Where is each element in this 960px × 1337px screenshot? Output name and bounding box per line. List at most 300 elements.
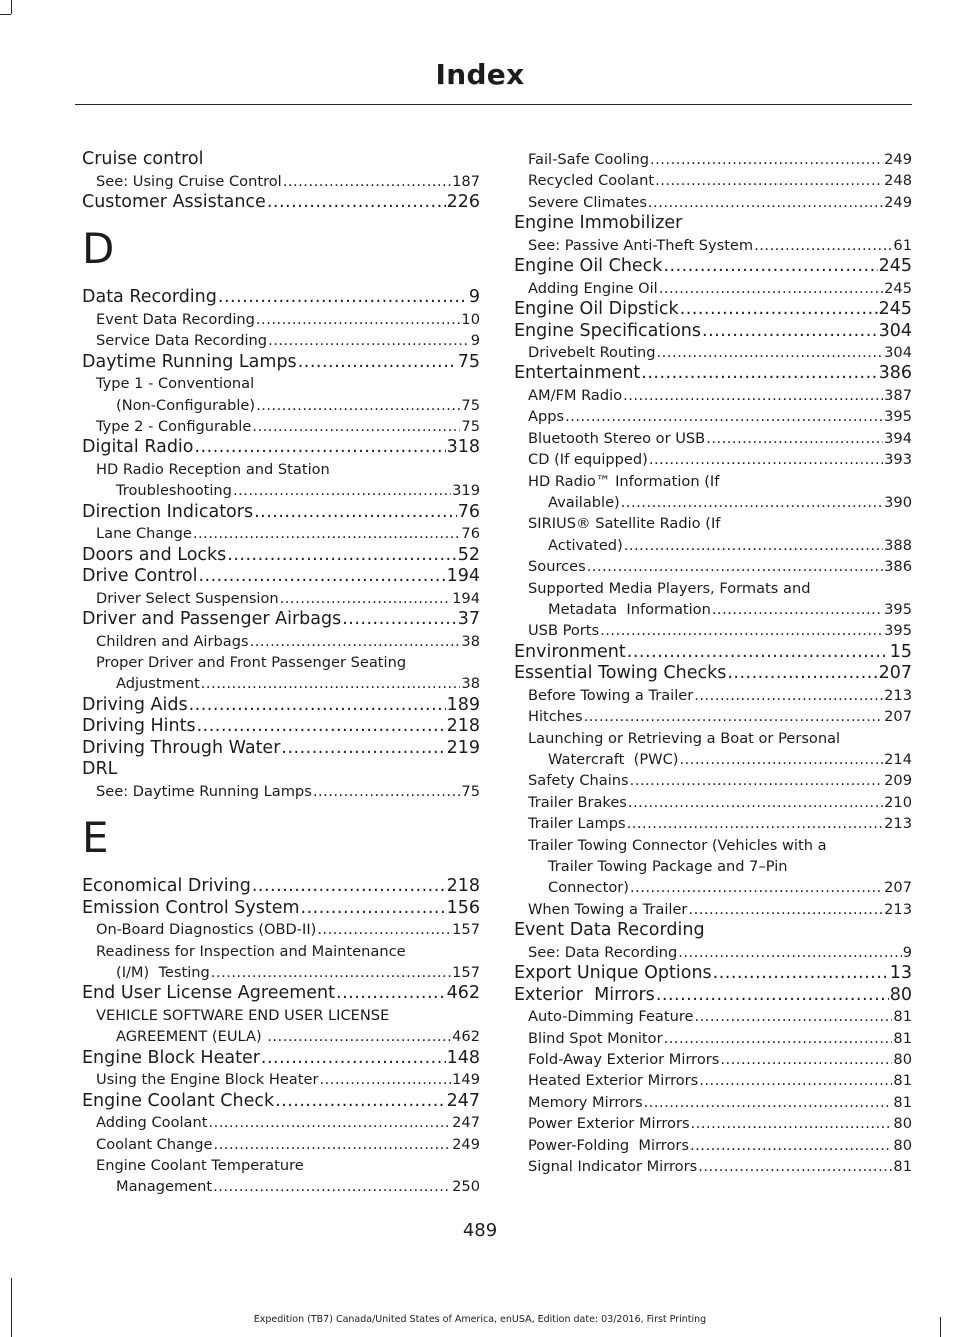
- entry-page-number: 75: [461, 782, 480, 800]
- entry-label: Power-Folding Mirrors: [528, 1136, 690, 1154]
- entry-label: Adjustment: [116, 675, 200, 693]
- entry-page-number: 218: [446, 876, 480, 897]
- index-subentry-continuation[interactable]: [514, 599, 912, 620]
- entry-label: Memory Mirrors: [528, 1093, 643, 1111]
- entry-label: Economical Driving: [82, 876, 251, 897]
- entry-page-number: 9: [468, 287, 480, 308]
- index-subentry[interactable]: [82, 781, 480, 802]
- entry-label: Severe Climates: [528, 193, 647, 211]
- index-subentry[interactable]: [514, 192, 912, 213]
- leader-dots: [657, 342, 884, 363]
- entry-label: On-Board Diagnostics (OBD-II): [96, 921, 317, 939]
- index-subentry[interactable]: [514, 1135, 912, 1156]
- index-subentry[interactable]: [82, 309, 480, 330]
- section-letter: D: [82, 224, 115, 274]
- index-subentry[interactable]: [514, 620, 912, 641]
- index-subentry[interactable]: [514, 342, 912, 363]
- index-column-right: [514, 149, 912, 1177]
- entry-page-number: 394: [884, 429, 912, 447]
- index-subentry[interactable]: [514, 449, 912, 470]
- index-subentry[interactable]: [514, 685, 912, 706]
- index-subentry-continuation[interactable]: [82, 962, 480, 983]
- entry-label: Using the Engine Block Heater: [96, 1071, 319, 1089]
- leader-dots: [233, 480, 451, 501]
- entry-label: Emission Control System: [82, 897, 300, 918]
- entry-page-number: 37: [457, 609, 480, 630]
- leader-dots: [317, 919, 451, 940]
- index-entry[interactable]: [514, 963, 912, 985]
- entry-page-number: 304: [878, 320, 912, 341]
- index-entry[interactable]: [82, 287, 480, 309]
- leader-dots: [301, 898, 446, 920]
- entry-page-number: 149: [452, 1071, 480, 1089]
- entry-page-number: 157: [452, 921, 480, 939]
- entry-label: Customer Assistance: [82, 191, 266, 212]
- entry-page-number: 249: [452, 1135, 480, 1153]
- leader-dots: [688, 899, 883, 920]
- entry-page-number: 10: [461, 310, 480, 328]
- index-subentry[interactable]: [82, 1134, 480, 1155]
- entry-label: Service Data Recording: [96, 332, 268, 350]
- index-subentry-continuation[interactable]: [514, 749, 912, 770]
- entry-page-number: 81: [893, 1008, 912, 1026]
- entry-page-number: 249: [884, 151, 912, 168]
- page-number: 489: [462, 1220, 498, 1241]
- entry-page-number: 319: [452, 482, 480, 500]
- leader-dots: [627, 642, 889, 664]
- entry-label: Blind Spot Monitor: [528, 1029, 663, 1047]
- entry-page-number: 52: [457, 544, 480, 565]
- footer-text: Expedition (TB7) Canada/United States of America, enUSA, Edition date: 03/2016, First Printing: [253, 1314, 707, 1325]
- entry-label: Type 1 - Conventional: [96, 375, 255, 393]
- index-entry: [82, 149, 480, 171]
- entry-label: Engine Coolant Check: [82, 1090, 275, 1111]
- entry-page-number: 395: [884, 622, 912, 640]
- entry-label: When Towing a Trailer: [528, 900, 688, 918]
- entry-label: Engine Oil Check: [514, 256, 663, 277]
- entry-label: Environment: [514, 641, 626, 662]
- index-subentry[interactable]: [514, 1092, 912, 1113]
- entry-page-number: 304: [884, 344, 912, 362]
- entry-label: Fold-Away Exterior Mirrors: [528, 1051, 720, 1068]
- leader-dots: [624, 535, 883, 556]
- leader-dots: [690, 1135, 892, 1156]
- entry-page-number: 390: [884, 493, 912, 511]
- entry-page-number: 248: [884, 172, 912, 190]
- index-entry[interactable]: [82, 192, 480, 214]
- leader-dots: [211, 962, 451, 983]
- entry-page-number: 247: [452, 1114, 480, 1132]
- entry-label: Drivebelt Routing: [528, 344, 656, 362]
- entry-label: See: Passive Anti-Theft System: [528, 236, 754, 254]
- leader-dots: [198, 566, 445, 588]
- entry-label: Adding Coolant: [96, 1114, 208, 1132]
- entry-label: Event Data Recording: [514, 920, 705, 941]
- leader-dots: [641, 363, 877, 385]
- index-subentry[interactable]: [82, 1069, 480, 1090]
- entry-page-number: 76: [457, 501, 480, 522]
- index-entry[interactable]: [82, 566, 480, 588]
- leader-dots: [283, 171, 451, 192]
- index-entry[interactable]: [82, 716, 480, 738]
- leader-dots: [268, 330, 470, 351]
- entry-label: Bluetooth Stereo or USB: [528, 429, 706, 447]
- index-entry: [514, 213, 912, 235]
- entry-page-number: 61: [893, 236, 912, 254]
- entry-label: Entertainment: [514, 363, 641, 384]
- index-subentry: [514, 835, 912, 856]
- crop-mark: [11, 1278, 12, 1337]
- index-subentry[interactable]: [514, 428, 912, 449]
- entry-label: Watercraft (PWC): [548, 751, 679, 769]
- entry-page-number: 245: [884, 279, 912, 297]
- entry-label: HD Radio™ Information (If: [528, 472, 720, 490]
- entry-label: Apps: [528, 408, 565, 426]
- index-subentry[interactable]: [82, 416, 480, 437]
- index-entry[interactable]: [514, 363, 912, 385]
- entry-page-number: 156: [446, 897, 480, 918]
- leader-dots: [261, 1048, 446, 1070]
- leader-dots: [267, 1026, 451, 1047]
- index-subentry[interactable]: [82, 330, 480, 351]
- leader-dots: [655, 170, 883, 191]
- leader-dots: [754, 235, 892, 256]
- index-entry[interactable]: [82, 437, 480, 459]
- entry-label: See: Data Recording: [528, 943, 678, 961]
- entry-page-number: 387: [884, 386, 912, 404]
- entry-label: Troubleshooting: [116, 482, 232, 500]
- leader-dots: [663, 256, 877, 278]
- index-subentry[interactable]: [514, 406, 912, 427]
- index-entry[interactable]: [82, 695, 480, 717]
- entry-page-number: 250: [452, 1178, 480, 1196]
- leader-dots: [706, 428, 883, 449]
- entry-label: (Non-Configurable): [116, 396, 256, 414]
- leader-dots: [195, 437, 446, 459]
- entry-label: Before Towing a Trailer: [528, 686, 694, 704]
- entry-page-number: 81: [893, 1158, 912, 1176]
- leader-dots: [628, 792, 883, 813]
- leader-dots: [702, 321, 878, 343]
- index-subentry[interactable]: [514, 1006, 912, 1027]
- leader-dots: [280, 588, 451, 609]
- leader-dots: [691, 1113, 893, 1134]
- index-entry: [514, 920, 912, 942]
- entry-page-number: 207: [884, 879, 912, 897]
- index-subentry[interactable]: [82, 1112, 480, 1133]
- entry-label: Auto-Dimming Feature: [528, 1008, 694, 1026]
- leader-dots: [698, 1156, 892, 1177]
- leader-dots: [201, 673, 461, 694]
- entry-page-number: 9: [902, 943, 912, 961]
- index-subentry[interactable]: [82, 631, 480, 652]
- entry-page-number: 81: [893, 1072, 912, 1090]
- entry-page-number: 194: [446, 566, 480, 587]
- index-subentry-continuation[interactable]: [514, 492, 912, 513]
- index-subentry[interactable]: [82, 523, 480, 544]
- entry-page-number: 247: [446, 1090, 480, 1111]
- entry-page-number: 75: [457, 351, 480, 372]
- header-rule: [75, 104, 912, 105]
- index-entry[interactable]: [82, 609, 480, 631]
- entry-label: Trailer Towing Connector (Vehicles with a: [528, 836, 827, 854]
- entry-label: Driving Through Water: [82, 737, 281, 758]
- leader-dots: [713, 963, 889, 985]
- index-entry[interactable]: [514, 321, 912, 343]
- leader-dots: [727, 663, 877, 685]
- leader-dots: [336, 983, 446, 1005]
- index-subentry[interactable]: [82, 171, 480, 192]
- entry-label: Sources: [528, 558, 586, 576]
- index-entry[interactable]: [82, 876, 480, 898]
- leader-dots: [275, 1091, 445, 1113]
- entry-label: Metadata Information: [548, 601, 711, 618]
- entry-page-number: 388: [884, 536, 912, 554]
- entry-page-number: 462: [452, 1028, 480, 1046]
- index-entry[interactable]: [82, 1091, 480, 1113]
- entry-label: HD Radio Reception and Station: [96, 460, 330, 478]
- entry-page-number: 214: [884, 751, 912, 769]
- index-subentry: [82, 941, 480, 962]
- index-entry[interactable]: [82, 352, 480, 374]
- entry-page-number: 80: [893, 1051, 912, 1068]
- entry-page-number: 194: [452, 589, 480, 607]
- entry-label: Data Recording: [82, 287, 217, 308]
- entry-label: Driver and Passenger Airbags: [82, 609, 342, 630]
- leader-dots: [600, 620, 883, 641]
- index-entry[interactable]: [82, 545, 480, 567]
- entry-label: See: Daytime Running Lamps: [96, 782, 312, 800]
- leader-dots: [254, 502, 457, 524]
- index-subentry: [82, 652, 480, 673]
- entry-label: Engine Oil Dipstick: [514, 299, 679, 320]
- leader-dots: [342, 609, 457, 631]
- leader-dots: [656, 985, 889, 1007]
- index-subentry: [82, 1005, 480, 1026]
- leader-dots: [218, 287, 468, 309]
- leader-dots: [664, 1028, 893, 1049]
- index-subentry[interactable]: [514, 942, 912, 963]
- leader-dots: [313, 781, 461, 802]
- index-subentry[interactable]: [82, 919, 480, 940]
- index-subentry-continuation[interactable]: [82, 1176, 480, 1197]
- leader-dots: [623, 385, 883, 406]
- entry-page-number: 210: [884, 793, 912, 811]
- index-subentry[interactable]: [514, 1113, 912, 1134]
- leader-dots: [250, 631, 461, 652]
- leader-dots: [699, 1070, 892, 1091]
- index-subentry: [514, 471, 912, 492]
- entry-page-number: 81: [893, 1029, 912, 1047]
- leader-dots: [679, 749, 883, 770]
- entry-label: See: Using Cruise Control: [96, 172, 282, 190]
- index-entry[interactable]: [82, 502, 480, 524]
- index-subentry-continuation[interactable]: [82, 1026, 480, 1047]
- entry-page-number: 75: [461, 396, 480, 414]
- leader-dots: [627, 813, 884, 834]
- index-subentry-continuation[interactable]: [82, 395, 480, 416]
- leader-dots: [214, 1134, 452, 1155]
- leader-dots: [648, 192, 883, 213]
- index-subentry[interactable]: [514, 770, 912, 791]
- entry-page-number: 318: [446, 437, 480, 458]
- index-subentry: [82, 1155, 480, 1176]
- leader-dots: [193, 523, 461, 544]
- index-subentry[interactable]: [514, 1049, 912, 1070]
- leader-dots: [565, 406, 883, 427]
- entry-page-number: 249: [884, 193, 912, 211]
- index-entry[interactable]: [82, 983, 480, 1005]
- index-subentry[interactable]: [514, 706, 912, 727]
- entry-label: AM/FM Radio: [528, 386, 623, 404]
- entry-page-number: 395: [884, 601, 912, 618]
- leader-dots: [678, 942, 901, 963]
- leader-dots: [208, 1112, 451, 1133]
- index-subentry[interactable]: [514, 1070, 912, 1091]
- entry-page-number: 209: [884, 772, 912, 790]
- index-subentry[interactable]: [514, 556, 912, 577]
- entry-page-number: 9: [470, 332, 480, 350]
- page-title: Index: [435, 58, 525, 91]
- entry-label: Readiness for Inspection and Maintenance: [96, 942, 406, 960]
- entry-label: Hitches: [528, 708, 583, 726]
- entry-page-number: 15: [889, 641, 912, 662]
- entry-page-number: 213: [884, 900, 912, 918]
- entry-page-number: 386: [884, 558, 912, 576]
- entry-label: Engine Specifications: [514, 320, 702, 341]
- index-subentry[interactable]: [514, 385, 912, 406]
- index-subentry[interactable]: [514, 1156, 912, 1177]
- entry-label: Exterior Mirrors: [514, 984, 655, 1005]
- leader-dots: [680, 299, 878, 321]
- index-entry[interactable]: [82, 898, 480, 920]
- entry-page-number: 462: [446, 983, 480, 1004]
- leader-dots: [644, 1092, 893, 1113]
- index-entry[interactable]: [82, 1048, 480, 1070]
- entry-label: Direction Indicators: [82, 501, 254, 522]
- entry-label: AGREEMENT (EULA): [116, 1028, 267, 1046]
- leader-dots: [694, 685, 883, 706]
- entry-label: Recycled Coolant: [528, 172, 655, 190]
- entry-label: Heated Exterior Mirrors: [528, 1072, 699, 1090]
- entry-label: VEHICLE SOFTWARE END USER LICENSE: [96, 1006, 390, 1024]
- entry-label: Trailer Lamps: [528, 815, 626, 833]
- entry-page-number: 245: [878, 299, 912, 320]
- entry-label: Event Data Recording: [96, 310, 255, 328]
- index-subentry[interactable]: [514, 792, 912, 813]
- leader-dots: [298, 352, 457, 374]
- entry-label: USB Ports: [528, 622, 600, 640]
- index-subentry: [514, 728, 912, 749]
- entry-label: Fail-Safe Cooling: [528, 151, 650, 168]
- entry-label: Engine Block Heater: [82, 1047, 260, 1068]
- entry-page-number: 157: [452, 964, 480, 981]
- index-subentry[interactable]: [514, 235, 912, 256]
- index-subentry: [514, 578, 912, 599]
- entry-label: Signal Indicator Mirrors: [528, 1158, 698, 1176]
- leader-dots: [319, 1069, 451, 1090]
- entry-label: Engine Immobilizer: [514, 213, 683, 234]
- entry-label: Trailer Brakes: [528, 793, 627, 811]
- index-entry[interactable]: [514, 642, 912, 664]
- leader-dots: [256, 309, 461, 330]
- entry-label: SIRIUS® Satellite Radio (If: [528, 515, 721, 533]
- entry-label: Drive Control: [82, 566, 198, 587]
- entry-page-number: 393: [884, 451, 912, 469]
- index-entry[interactable]: [82, 738, 480, 760]
- entry-label: Available): [548, 493, 620, 511]
- index-column-left: [82, 149, 480, 1198]
- leader-dots: [649, 449, 883, 470]
- index-subentry-continuation[interactable]: [82, 673, 480, 694]
- leader-dots: [650, 149, 883, 170]
- section-letter: E: [82, 813, 109, 863]
- index-entry: [82, 759, 480, 781]
- entry-page-number: 189: [446, 694, 480, 715]
- entry-label: Adding Engine Oil: [528, 279, 658, 297]
- leader-dots: [695, 1006, 893, 1027]
- entry-page-number: 80: [889, 984, 912, 1005]
- entry-page-number: 76: [461, 525, 480, 543]
- entry-page-number: 213: [884, 815, 912, 833]
- index-subentry[interactable]: [82, 588, 480, 609]
- index-entry[interactable]: [514, 985, 912, 1007]
- index-subentry[interactable]: [514, 170, 912, 191]
- leader-dots: [712, 599, 883, 620]
- index-subentry-continuation[interactable]: [514, 535, 912, 556]
- index-subentry: [82, 373, 480, 394]
- entry-label: Supported Media Players, Formats and: [528, 579, 811, 597]
- entry-label: Management: [116, 1178, 213, 1196]
- index-entry[interactable]: [514, 663, 912, 685]
- entry-label: DRL: [82, 759, 118, 780]
- index-subentry[interactable]: [514, 899, 912, 920]
- index-subentry[interactable]: [514, 278, 912, 299]
- entry-label: Children and Airbags: [96, 632, 249, 650]
- leader-dots: [197, 716, 446, 738]
- index-subentry[interactable]: [514, 1028, 912, 1049]
- entry-label: Lane Change: [96, 525, 192, 543]
- crop-mark: [0, 14, 11, 15]
- index-subentry[interactable]: [514, 813, 912, 834]
- entry-label: Digital Radio: [82, 437, 194, 458]
- entry-label: Engine Coolant Temperature: [96, 1156, 304, 1174]
- entry-page-number: 13: [889, 963, 912, 984]
- index-subentry-continuation: [514, 856, 912, 877]
- entry-page-number: 148: [446, 1047, 480, 1068]
- entry-page-number: 81: [893, 1093, 912, 1111]
- entry-page-number: 80: [893, 1136, 912, 1154]
- index-subentry-continuation[interactable]: [514, 877, 912, 898]
- leader-dots: [587, 556, 883, 577]
- leader-dots: [281, 738, 445, 760]
- entry-page-number: 80: [893, 1115, 912, 1133]
- leader-dots: [213, 1176, 451, 1197]
- entry-label: Export Unique Options: [514, 963, 712, 984]
- index-entry[interactable]: [514, 256, 912, 278]
- index-subentry-continuation[interactable]: [82, 480, 480, 501]
- entry-label: Daytime Running Lamps: [82, 351, 297, 372]
- entry-page-number: 386: [878, 363, 912, 384]
- entry-label: Driving Aids: [82, 694, 188, 715]
- entry-label: Connector): [548, 879, 629, 897]
- entry-page-number: 38: [461, 632, 480, 650]
- index-subentry[interactable]: [514, 149, 912, 170]
- entry-label: Driving Hints: [82, 716, 196, 737]
- entry-label: Driver Select Suspension: [96, 589, 279, 607]
- leader-dots: [659, 278, 883, 299]
- index-entry[interactable]: [514, 299, 912, 321]
